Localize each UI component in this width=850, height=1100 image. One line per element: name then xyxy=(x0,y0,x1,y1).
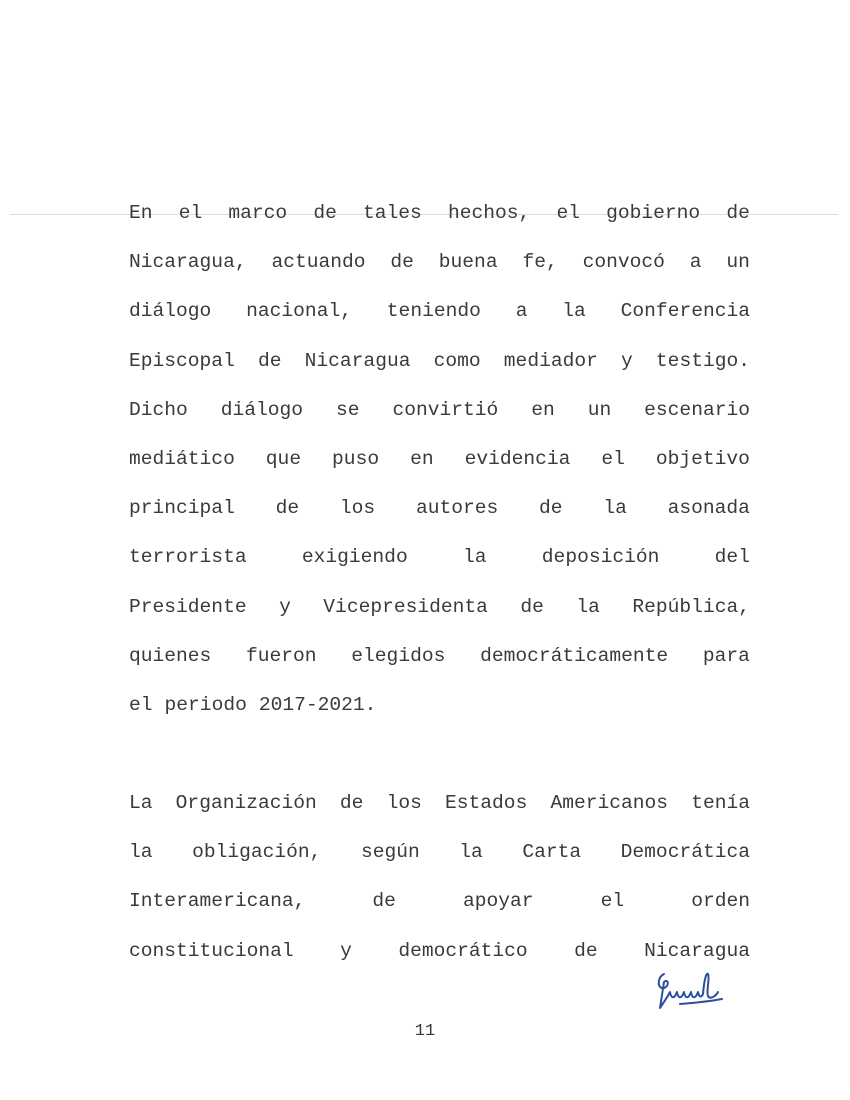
word: un xyxy=(587,398,612,421)
word: los xyxy=(386,792,422,814)
word: de xyxy=(539,497,563,520)
word: diálogo xyxy=(129,300,212,323)
word: apoyar xyxy=(463,890,534,913)
word: democrático xyxy=(398,939,528,962)
word: gobierno xyxy=(606,202,701,224)
text-line xyxy=(129,484,750,533)
word: de xyxy=(520,595,544,618)
word: de xyxy=(390,251,414,274)
word: la xyxy=(459,841,483,864)
word: la xyxy=(462,546,487,569)
word: testigo. xyxy=(655,349,750,372)
word: hechos, xyxy=(447,202,531,224)
paragraph-1 xyxy=(129,189,750,730)
word: puso xyxy=(332,447,380,470)
word: la xyxy=(603,497,627,520)
word: autores xyxy=(415,497,499,520)
text-line xyxy=(129,189,750,238)
word: Democrática xyxy=(620,841,750,864)
word: actuando xyxy=(271,251,366,274)
text-line xyxy=(129,386,750,435)
word: de xyxy=(313,202,337,224)
word: convirtió xyxy=(392,398,499,421)
word: 2017-2021. xyxy=(258,693,377,716)
word: diálogo xyxy=(220,398,304,421)
word: en xyxy=(531,398,555,421)
word: la xyxy=(576,595,600,618)
word: obligación, xyxy=(192,841,322,864)
word: el xyxy=(178,202,203,224)
word: para xyxy=(702,644,750,667)
text-line xyxy=(129,533,750,582)
word: el xyxy=(556,202,580,224)
word: Nicaragua, xyxy=(129,251,247,274)
word: del xyxy=(714,546,750,569)
word: fueron xyxy=(246,644,317,667)
word: quienes xyxy=(129,644,212,667)
word: objetivo xyxy=(655,447,750,470)
word: elegidos xyxy=(351,644,446,667)
word: Carta xyxy=(522,841,582,864)
word: mediático xyxy=(129,447,235,470)
word: marco xyxy=(228,202,288,224)
word: Vicepresidenta xyxy=(323,595,488,618)
text-line xyxy=(129,238,750,287)
word: como xyxy=(433,349,481,372)
word: se xyxy=(335,398,360,421)
word: de xyxy=(726,202,750,224)
word: el xyxy=(601,447,625,470)
word: de xyxy=(339,792,364,814)
word: En xyxy=(129,202,153,224)
word: buena xyxy=(438,251,498,274)
word: Interamericana, xyxy=(129,890,306,913)
word: Presidente xyxy=(129,595,247,618)
word: escenario xyxy=(644,398,750,421)
word: en xyxy=(410,447,434,470)
word: evidencia xyxy=(464,447,571,470)
paragraph-2 xyxy=(129,779,750,976)
word: Nicaragua xyxy=(304,349,411,372)
word: de xyxy=(574,939,598,962)
word: el xyxy=(600,890,625,913)
word: a xyxy=(515,300,528,323)
word: a xyxy=(689,251,702,274)
word: tales xyxy=(363,202,422,224)
word: tenía xyxy=(691,792,750,814)
word: según xyxy=(360,841,420,864)
word: nacional, xyxy=(246,300,352,323)
text-line xyxy=(129,632,750,681)
word: Organización xyxy=(175,792,317,814)
word: convocó xyxy=(582,251,665,274)
word: Nicaragua xyxy=(644,939,750,962)
word: la xyxy=(129,841,153,864)
word: exigiendo xyxy=(301,546,408,569)
word: un xyxy=(726,251,750,274)
word: la xyxy=(562,300,586,323)
word: La xyxy=(129,792,153,814)
word: terrorista xyxy=(129,546,247,569)
text-line xyxy=(129,828,750,877)
page-number: 11 xyxy=(414,1022,436,1041)
word: Conferencia xyxy=(620,300,750,323)
word: y xyxy=(621,349,633,372)
text-line xyxy=(129,337,750,386)
word: Estados xyxy=(445,792,528,814)
text-line xyxy=(129,287,750,336)
word: principal xyxy=(129,497,235,520)
word: República, xyxy=(632,595,750,618)
word: democráticamente xyxy=(480,644,669,667)
word: y xyxy=(279,595,291,618)
text-line xyxy=(129,779,750,828)
text-line xyxy=(129,435,750,484)
word: constitucional xyxy=(129,939,294,962)
text-line xyxy=(129,877,750,926)
word: que xyxy=(265,447,302,470)
word: mediador xyxy=(503,349,598,372)
word: orden xyxy=(691,890,750,913)
word: de xyxy=(275,497,300,520)
text-line xyxy=(129,681,750,730)
word: y xyxy=(340,939,352,962)
text-line xyxy=(129,583,750,632)
signature-icon xyxy=(650,966,734,1014)
word: periodo xyxy=(164,693,247,716)
word: de xyxy=(257,349,282,372)
word: de xyxy=(372,890,396,913)
word: fe, xyxy=(522,251,558,274)
word: teniendo xyxy=(386,300,481,323)
word: Americanos xyxy=(550,792,669,814)
word: Dicho xyxy=(129,398,188,421)
word: el xyxy=(129,693,153,716)
word: los xyxy=(339,497,376,520)
word: deposición xyxy=(541,546,660,569)
word: Episcopal xyxy=(129,349,235,372)
word: asonada xyxy=(667,497,750,520)
